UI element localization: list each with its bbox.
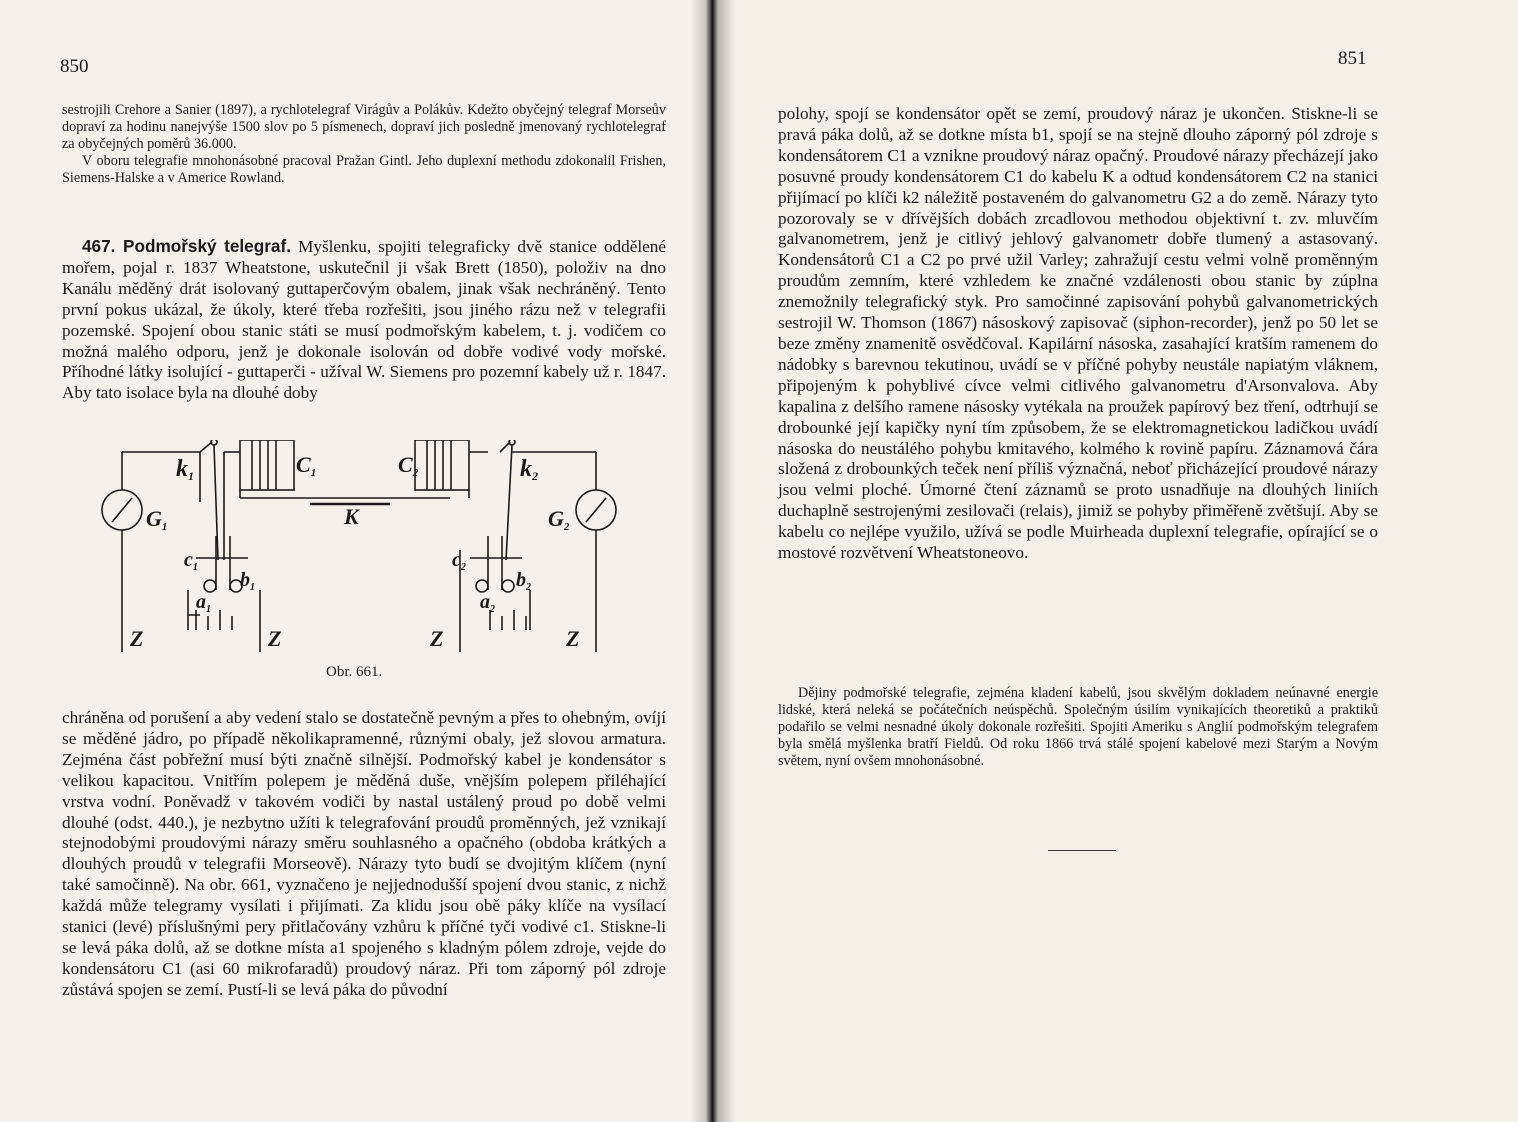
label-z-3: Z [430,626,444,651]
capacitor-c2-box [415,440,469,490]
left-bottom-paragraph: chráněna od porušení a aby vedení stalo se dostatečně pevným a přes to ohebným, ovíjí se měděné jádro, po případě několikapramenné, různými obaly, jež slovou armatura. Zejména část pobřežní musí býti značně silnější. Podmořský kabel je kondensátor s velikou kapacitou. Vnitřím polepem je měděná duše, vnějším polepem přiléhající vrstva vodní. Poněvadž v takovém vodiči by nastal ustálený proud po době velmi dlouhé (odst. 440.), je nezbytno užíti k telegrafování proudů proměnných, jež vznikají stejnodobými proudovými nárazy směru souhlasného a opačného (obdoba krátkých a dlouhých proudů v telegrafii Morseově). Nárazy tyto budí se dvojitým klíčem (nyní také samočinně). Na obr. 661, vyznačeno je nejjednodušší spojení dvou stanic, z nichž každá může telegramy vysílati i přijímati. Za klidu jsou obě páky klíče na vysílací stanici (levé) příslušnými pery přitlačovány vzhůru k příčné tyči vodivé c1. Stiskne-li se levá páka dolů, až se dotkne místa a1 spojeného s kladným pólem zdroje, vejde do kondensátoru C1 (asi 60 mikrofaradů) proudový náraz. Při tom záporný pól zdroje zůstává spojen se zemí. Pustí-li se levá páka do původní [62,708,666,999]
label-g1: G1 [146,506,168,533]
circuit-figure [100,440,620,660]
capacitor-c1-box [240,440,294,490]
label-c2-capacitor: C2 [398,452,419,479]
section-divider [1048,850,1116,851]
label-z-2: Z [268,626,282,651]
book-gutter [690,0,735,1122]
page-number-right: 851 [1338,48,1367,69]
section-text: Myšlenku, spojiti telegraficky dvě stanice oddělené mořem, pojal r. 1837 Wheatstone, uskutečnil ji však Brett (1850), položiv na dno Kanálu měděný drát isolovaný guttaperčovým obalem, jinak však nechráněný. Tento první pokus ukázal, že úkoly, které třeba rozřešiti, jsou jiného rázu než v telegrafii pozemské. Spojení obou stanic státi se musí podmořským kabelem, t. j. vodičem co možná malého odporu, jenž je dokonale isolován od dobře vodivé vody mořské. Příhodné látky isolující - guttaperči - užíval W. Siemens pro pozemní kabely už r. 1847. Aby tato isolace byla na dlouhé doby [62,237,666,403]
right-note-paragraph: Dějiny podmořské telegrafie, zejména kladení kabelů, jsou skvělým dokladem neúnavné energie lidské, která neleká se počátečních neúspěchů. Společným úsilím vynikajících theoretiků a praktiků podařilo se velmi nesnadné úkoly dokonale rozřešiti. Spojiti Ameriku s Anglií podmořským telegrafem byla smělá myšlenka bratří Fieldů. Od roku 1866 trvá stálé spojení kabelové mezi Starým a Novým světem, nyní ovšem mnohonásobné. [778,685,1378,770]
label-z-4: Z [566,626,580,651]
label-cable-k: K [344,504,359,529]
right-main-paragraph: polohy, spojí se kondensátor opět se zemí, proudový náraz je ukončen. Stiskne-li se pravá páka dolů, až se dotkne místa b1, spojí se na stejně dlouho záporný pól zdroje s kondensátorem C1 a vznikne proudový náraz opačný. Proudové nárazy přecházejí jako posuvné proudy kondensátorem C1 do kabelu K a odtud kondensátorem C2 na stanici přijímací po klíči k2 náležitě postaveném do galvanometru G2 a do země. Nárazy tyto pozorovaly se v dřívějších dobách zrcadlovou methodou objektivní t. zv. mluvčím galvanometrem, jenž je citlivý jehlový galvanometr dobře tlumený a astasovaný. Kondensátorů C1 a C2 po prvé užil Varley; zahražují cestu velmi volně proměnným proudům zemním, které vzhledem ke značné vzdálenosti obou stanic by zúplna znemožnily telegrafický styk. Pro samočinné zapisování pohybů galvanometrických sestrojil W. Thomson (1867) násoskový zapisovač (siphon-recorder), jenž po 50 let se beze změny znamenitě osvědčoval. Kapilární násoska, zasahající kratším ramenem do nádobky s barevnou tekutinou, uvádí se v příčné pohyby neustále napiatým vláknem, připojeným k pohyblivé cívce velmi citlivého galvanometru d'Arsonvalova. Aby kapalina z delšího ramene násosky vytékala na proužek papírový bez tření, odtrhují se drobounké její kapičky nyní tím způsobem, že se elektromagnetickou ladičkou uvádí násoska do neustálého pohybu kmitavého, kolmého k rovině papíru. Záznamová čára složená z drobounkých teček není příliš význačná, neboť přicházející proudové nárazy jsou velmi ploché. Úmorné čtení záznamů se proto usnadňuje na dlouhých liniích duchaplně sestrojenými zesilovači (relais), jimiž se pohyby přiměřeně zvětšují. Aby se kabelu co nejlépe využilo, užívá se podle Muirheada duplexní telegrafie, opírající se o mostové rozvětvení Wheatstoneovo. [778,104,1378,563]
label-c2: $c_2$ [452,549,466,573]
page-number-left: 850 [60,56,89,77]
left-top-block [62,102,666,187]
label-a1: $a_1$ [196,591,211,615]
left-top-paragraph-2: V oboru telegrafie mnohonásobné pracoval Pražan Gintl. Jeho duplexní methodu zdokonalil Frishen, Siemens-Halske a v Americe Rowland. [62,153,666,187]
label-b2: $b_2$ [516,569,531,593]
label-a2: $a_2$ [480,591,495,615]
label-c1-capacitor: C1 [296,452,317,479]
label-g2: G2 [548,506,570,533]
label-k2: k2 [520,456,538,483]
label-c1: $c_1$ [184,549,198,573]
left-top-paragraph-1: sestrojili Crehore a Sanier (1897), a rychlotelegraf Virágův a Polákův. Kdežto obyčejný telegraf Morseův dopraví za hodinu nanejvýše 1500 slov po 5 písmenech, dopraví jich posledně jmenovaný rychlotelegraf za obyčejných poměrů 36.000. [62,102,666,153]
label-b1: $b_1$ [240,569,255,593]
section-heading: 467. Podmořský telegraf. [82,236,291,256]
section-467-paragraph [62,236,666,404]
label-z-1: Z [130,626,144,651]
figure-caption: Obr. 661. [326,664,383,680]
label-k1: k1 [176,456,194,483]
